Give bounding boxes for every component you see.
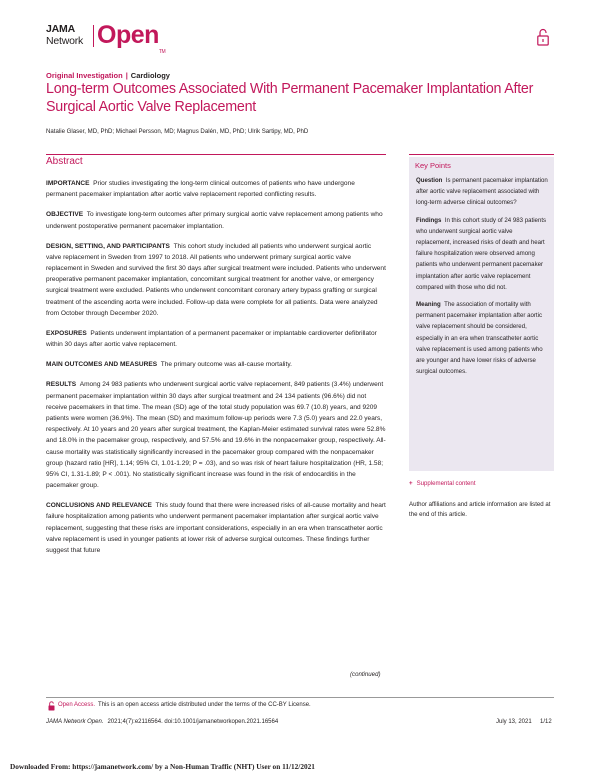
open-access-label[interactable]: Open Access. [58, 702, 96, 708]
key-point-question: Question Is permanent pacemaker implantation after aortic valve replacement associated with long-term adverse clinical outcomes? [416, 177, 548, 207]
open-access-statement [58, 702, 311, 708]
plus-icon: + [409, 480, 413, 487]
logo-jama-text: JAMA [46, 23, 75, 35]
article-type[interactable]: Original Investigation [46, 71, 123, 80]
logo-network-text: Network [46, 35, 84, 47]
footer-journal: JAMA Network Open. [46, 719, 104, 725]
open-access-lock-icon [537, 28, 549, 46]
footer-rule [46, 697, 554, 698]
abstract-heading: Abstract [46, 156, 83, 167]
supplemental-content-link[interactable] [409, 480, 476, 487]
key-points-title: Key Points [415, 161, 451, 170]
open-access-icon [48, 701, 55, 711]
affiliations-note: Author affiliations and article information are listed at the end of this article. [409, 501, 551, 518]
abstract-design: DESIGN, SETTING, AND PARTICIPANTS This cohort study included all patients who underwent surgical aortic valve replacement in Sweden from 1997 to 2018. All patients who underwent primary surgical aortic valve replacement in Sweden and survived the first 30 days after surgical treatment were included. Patients who underwent preoperative permanent pacemaker implantation, concomitant surgical treatment for another valve, or emergency surgical treatment were excluded. Patients who underwent concomitant coronary artery bypass grafting or surgical treatment of the ascending aorta were included. Follow-up data were complete for all patients. Data were analyzed from October through December 2020. [46, 242, 386, 317]
logo-divider [93, 25, 94, 47]
footer-doi[interactable]: 2021;4(7):e2116564. doi:10.1001/jamanetworkopen.2021.16564 [107, 719, 279, 725]
article-specialty[interactable]: Cardiology [130, 71, 170, 80]
abstract-top-rule [46, 154, 386, 155]
key-point-meaning: Meaning The association of mortality with permanent pacemaker implantation after aortic valve replacement should be considered, especially in an era when transcatheter aortic valve replacement is used among patients who are younger and have lower risks of adverse surgical outcomes. [416, 301, 543, 376]
key-points-top-rule [409, 154, 554, 155]
article-title: Long-term Outcomes Associated With Permanent Pacemaker Implantation After Surgical Aortic Valve Replacement [46, 81, 534, 115]
continued-note: (continued) [350, 671, 381, 678]
author-list: Natalie Glaser, MD, PhD; Michael Persson, MD; Magnus Dalén, MD, PhD; Ulrik Sartipy, MD, PhD [46, 128, 309, 135]
logo-open-text: Open™ [97, 21, 166, 55]
footer-date: July 13, 2021 [496, 719, 532, 725]
footer-citation [46, 719, 278, 725]
key-points-box [409, 157, 554, 471]
footer-page-number: 1/12 [540, 719, 552, 725]
abstract-importance: IMPORTANCE Prior studies investigating the long-term clinical outcomes of patients who have undergone permanent pacemaker implantation after aortic valve replacement reported conflicting results. [46, 180, 355, 199]
abstract-exposures: EXPOSURES Patients underwent implantation of a permanent pacemaker or implantable cardioverter defibrillator within 30 days after aortic valve replacement. [46, 329, 377, 349]
key-points-body [416, 175, 548, 383]
open-access-text: This is an open access article distributed under the terms of the CC-BY License. [98, 702, 311, 708]
article-category [46, 71, 170, 80]
logo-trademark: TM [158, 49, 166, 55]
category-separator: | [125, 71, 128, 80]
download-stamp: Downloaded From: https://jamanetwork.com/ by a Non-Human Traffic (NHT) User on 11/12/2021 [10, 762, 315, 771]
abstract-objective: OBJECTIVE To investigate long-term outcomes after primary surgical aortic valve replacement among patients who underwent postoperative permanent pacemaker implantation. [46, 211, 383, 230]
abstract-conclusions: CONCLUSIONS AND RELEVANCE This study found that there were increased risks of all-cause mortality and heart failure hospitalization among patients who underwent permanent pacemaker implantation after surgical aortic valve replacement, suggesting that these risks are important considerations, especially in an era when transcatheter aortic valve replacement is used in younger patients at lower risk of adverse surgical outcomes. These findings further suggest that future [46, 502, 386, 555]
abstract-body [46, 178, 386, 565]
supplemental-label: Supplemental content [416, 480, 476, 487]
key-point-findings: Findings In this cohort study of 24 983 patients who underwent surgical aortic valve replacement, increased risks of death and heart failure hospitalization were observed among patients who underwent permanent pacemaker implantation after aortic valve replacement compared with those who did not. [416, 216, 547, 291]
abstract-results: RESULTS Among 24 983 patients who underwent surgical aortic valve replacement, 849 patients (3.4%) underwent permanent pacemaker implantation within 30 days after surgical treatment and 24 134 patients (96.6%) did not receive pacemakers in that time. The mean (SD) age of the total study population was 69.7 (10.8) years, and 9209 patients were women (36.9%). The mean (SD) and maximum follow-up periods were 7.3 (5.0) years and 22.0 years, respectively. At 10 years and 20 years after surgical treatment, the Kaplan-Meier estimated survival rates were 52.8% and 18.0% in the pacemaker group, respectively, and 57.5% and 19.6% in the nonpacemaker group, respectively. All-cause mortality was statistically significantly increased in the pacemaker group compared with the nonpacemaker group (hazard ratio [HR], 1.14; 95% CI, 1.01-1.29; P = .03), and so was risk of heart failure hospitalization (HR, 1.58; 95% CI, 1.31-1.89; P < .001). No statistically significant increase was found in the risk of endocarditis in the pacemaker group. [46, 381, 386, 490]
abstract-outcomes: MAIN OUTCOMES AND MEASURES The primary outcome was all-cause mortality. [46, 361, 292, 369]
